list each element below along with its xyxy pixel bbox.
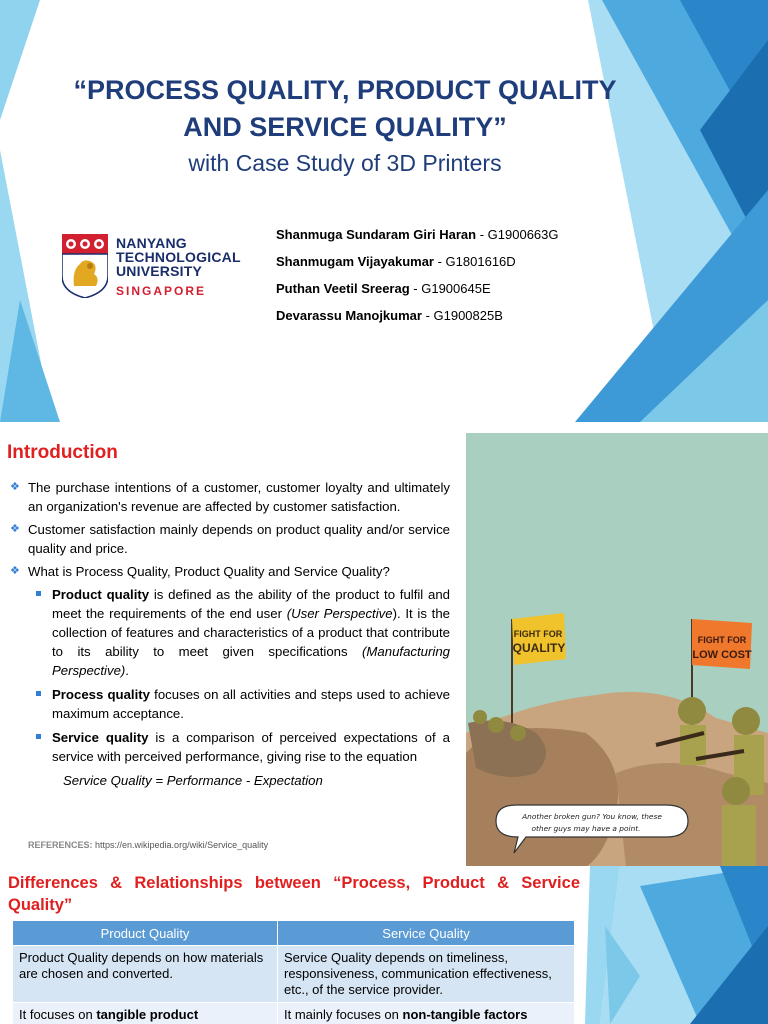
table-cell [13,1003,278,1024]
author-name: Devarassu Manojkumar [276,308,422,323]
table-header-product-quality: Product Quality [13,921,278,946]
table-header-service-quality: Service Quality [278,921,575,946]
author-id: - G1900825B [421,308,503,323]
author-item [276,248,559,275]
references [28,840,268,850]
slide-title: “PROCESS QUALITY, PRODUCT QUALITY AND SERVICE QUALITY” [73,75,617,142]
term-product-quality: Product quality [52,587,150,602]
author-list [276,221,559,329]
speech-line-2: other guys may have a point. [531,824,641,833]
author-item [276,275,559,302]
author-item [276,302,559,329]
differences-slide [0,866,768,1024]
bullet-item: ❖ The purchase intentions of a customer, customer loyalty and ultimately an organization's revenue are affected by customer satisfaction. [8,478,450,516]
table-cell: Product Quality depends on how materials are chosen and converted. [13,946,278,1003]
product-text-1: is defined as the ability of the product to fulfil and meet the requirements of the end user [52,587,451,621]
logo-line-4: SINGAPORE [116,284,207,298]
intro-heading: Introduction [7,442,118,463]
references-url[interactable]: https://en.wikipedia.org/wiki/Service_quality [92,840,269,850]
bullet-item: ❖ Customer satisfaction mainly depends on product quality and/or service quality and price. [8,520,450,558]
cell-prefix: It mainly focuses on [284,1007,403,1022]
author-id: - G1900663G [476,227,559,242]
author-id: - G1900645E [409,281,491,296]
author-name: Shanmuga Sundaram Giri Haran [276,227,477,242]
ntu-logo [52,220,252,316]
author-name: Puthan Veetil Sreerag [276,281,410,296]
table-cell [278,1003,575,1024]
logo-line-1: NANYANG [116,235,187,251]
university-crest-icon [62,234,108,298]
logo-line-2: TECHNOLOGICAL [116,249,241,265]
table-row [13,1003,575,1024]
slide-subtitle: with Case Study of 3D Printers [188,150,502,176]
title-slide [0,0,768,422]
author-id: - G1801616D [434,254,516,269]
table-cell: Service Quality depends on timeliness, responsiveness, communication effectiveness, etc., of the service provider. [278,946,575,1003]
flag-left-line-2: QUALITY [512,641,566,655]
product-italic-2: (Manufacturing Perspective) [52,644,450,678]
cell-bold: tangible product [96,1007,199,1022]
cell-prefix: It focuses on [19,1007,97,1022]
comparison-table [12,920,575,1024]
flag-right-line-2: LOW COST [692,649,752,661]
sub-bullet-service-quality [8,728,450,766]
service-text: is a comparison of perceived expectations of a service with perceived performance, giving rise to the equation [52,730,451,764]
cell-bold: non-tangible factors [402,1007,528,1022]
intro-body [8,478,450,790]
speech-line-1: Another broken gun? You know, these [522,812,662,821]
term-service-quality: Service quality [52,730,149,745]
bullet-item: ❖ What is Process Quality, Product Quality and Service Quality? [8,562,450,581]
flag-right-line-1: FIGHT FOR [697,635,747,645]
sub-bullet-process-quality [8,685,450,723]
author-name: Shanmugam Vijayakumar [276,254,434,269]
term-process-quality: Process quality [52,687,150,702]
references-label: REFERENCES: [28,840,93,850]
flag-left-line-1: FIGHT FOR [513,629,563,639]
quality-vs-cost-cartoon [466,433,768,866]
introduction-slide [0,430,768,866]
logo-line-3: UNIVERSITY [116,263,203,279]
slide-decoration [0,0,768,422]
differences-heading: Differences & Relationships between “Process, Product & Service Quality” [8,874,580,914]
product-text-2: ). It is the collection of features and characteristics of a product that contribute to its ability to meet given specifications [52,606,451,659]
process-text: focuses on all activities and steps used to achieve maximum acceptance. [52,687,450,721]
author-item [276,221,559,248]
table-header-row [13,921,575,946]
sub-bullet-product-quality [8,585,450,680]
product-text-3: . [125,663,129,678]
table-row [13,946,575,1003]
service-quality-equation: Service Quality = Performance - Expectation [63,773,323,788]
product-italic-1: (User Perspective [286,606,393,621]
